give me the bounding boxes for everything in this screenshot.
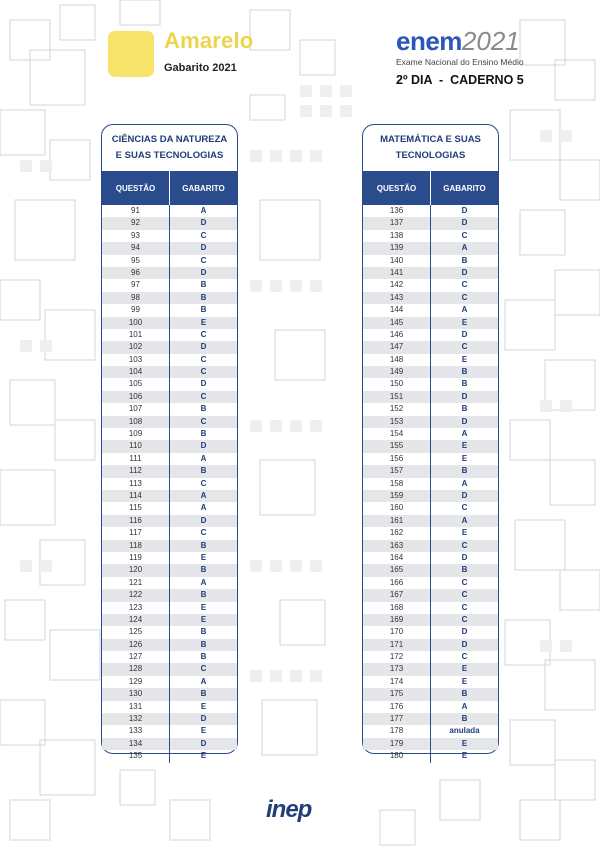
question-number: 117	[102, 527, 170, 539]
table-row	[363, 614, 498, 626]
answer-value: C	[461, 280, 468, 290]
table-row	[363, 391, 498, 403]
table-row	[363, 602, 498, 614]
question-number: 150	[363, 378, 431, 390]
question-number: 108	[102, 416, 170, 428]
question-number: 134	[102, 738, 170, 750]
question-number: 99	[102, 304, 170, 316]
answer-value: C	[200, 230, 207, 240]
table-row	[102, 676, 237, 688]
table-row	[102, 317, 237, 329]
answer-value: B	[461, 689, 468, 699]
question-number: 106	[102, 391, 170, 403]
question-number: 161	[363, 515, 431, 527]
table-row	[102, 639, 237, 651]
table-title: MATEMÁTICA E SUAS TECNOLOGIAS	[380, 134, 481, 161]
answer-value: C	[461, 503, 468, 513]
answer-table-matematica	[362, 124, 499, 761]
table-row	[363, 416, 498, 428]
table-row	[102, 688, 237, 700]
answer-value: C	[200, 528, 207, 538]
answer-value: E	[200, 552, 207, 562]
answer-value: B	[200, 689, 207, 699]
answer-value: D	[200, 441, 207, 451]
question-number: 164	[363, 552, 431, 564]
answer-value: C	[200, 478, 207, 488]
question-number: 146	[363, 329, 431, 341]
table-row	[102, 577, 237, 589]
table-row	[363, 540, 498, 552]
question-number: 154	[363, 428, 431, 440]
question-number: 103	[102, 354, 170, 366]
question-number: 98	[102, 292, 170, 304]
question-number: 133	[102, 725, 170, 737]
table-row	[102, 366, 237, 378]
table-row	[102, 465, 237, 477]
table-row	[363, 527, 498, 539]
question-number: 104	[102, 366, 170, 378]
answer-value: anulada	[449, 726, 480, 736]
question-number: 111	[102, 453, 170, 465]
question-number: 140	[363, 255, 431, 267]
answer-value: B	[200, 280, 207, 290]
logo-year-text: 2021	[461, 26, 520, 56]
answer-value: A	[200, 577, 207, 587]
question-number: 162	[363, 527, 431, 539]
question-number: 172	[363, 651, 431, 663]
question-number: 167	[363, 589, 431, 601]
answer-value: E	[461, 751, 468, 761]
table-row	[102, 713, 237, 725]
table-row	[102, 540, 237, 552]
question-number: 139	[363, 242, 431, 254]
table-header	[363, 171, 498, 205]
answer-value: C	[461, 590, 468, 600]
answer-value: C	[461, 602, 468, 612]
question-number: 100	[102, 317, 170, 329]
booklet-color-title: Amarelo	[164, 28, 254, 53]
question-number: 138	[363, 230, 431, 242]
table-row	[363, 242, 498, 254]
question-number: 112	[102, 465, 170, 477]
question-number: 121	[102, 577, 170, 589]
table-row	[363, 465, 498, 477]
day-booklet-label: 2º DIA - CADERNO 5	[396, 73, 524, 87]
question-number: 126	[102, 639, 170, 651]
question-number: 165	[363, 564, 431, 576]
answer-value: C	[461, 614, 468, 624]
table-row	[363, 205, 498, 217]
answer-value: E	[461, 441, 468, 451]
answer-value: A	[200, 206, 207, 215]
question-number: 131	[102, 701, 170, 713]
question-number: 173	[363, 663, 431, 675]
question-number: 174	[363, 676, 431, 688]
table-row	[363, 713, 498, 725]
answer-value: C	[200, 329, 207, 339]
answer-value: B	[200, 627, 207, 637]
question-number: 113	[102, 478, 170, 490]
question-number: 91	[102, 205, 170, 217]
question-number: 145	[363, 317, 431, 329]
table-row	[102, 255, 237, 267]
table-row	[102, 502, 237, 514]
table-row	[363, 663, 498, 675]
table-row	[102, 478, 237, 490]
answer-value: A	[461, 478, 468, 488]
answer-value: D	[461, 267, 468, 277]
question-number: 157	[363, 465, 431, 477]
table-row	[363, 341, 498, 353]
answer-value: C	[200, 664, 207, 674]
question-number: 120	[102, 564, 170, 576]
column-header-answer: GABARITO	[443, 183, 486, 193]
answer-value: E	[461, 664, 468, 674]
answer-value: B	[200, 305, 207, 315]
table-row	[363, 502, 498, 514]
table-row	[102, 589, 237, 601]
answer-value: E	[200, 317, 207, 327]
table-row	[102, 267, 237, 279]
answer-value: C	[200, 354, 207, 364]
table-header	[102, 171, 237, 205]
question-number: 123	[102, 602, 170, 614]
table-row	[363, 378, 498, 390]
question-number: 155	[363, 440, 431, 452]
question-number: 158	[363, 478, 431, 490]
answer-value: A	[461, 515, 468, 525]
question-number: 148	[363, 354, 431, 366]
answer-value: A	[461, 243, 468, 253]
answer-value: D	[200, 515, 207, 525]
table-row	[363, 217, 498, 229]
table-row	[363, 230, 498, 242]
table-row	[363, 453, 498, 465]
table-row	[363, 279, 498, 291]
color-swatch	[108, 31, 154, 77]
table-row	[363, 255, 498, 267]
answer-value: B	[461, 466, 468, 476]
answer-value: D	[461, 218, 468, 228]
answer-value: D	[200, 218, 207, 228]
answer-value: C	[461, 342, 468, 352]
answer-value: B	[200, 590, 207, 600]
table-row	[102, 205, 237, 217]
answer-value: A	[200, 490, 207, 500]
table-row	[102, 527, 237, 539]
table-body	[102, 205, 237, 763]
answer-value: A	[200, 453, 207, 463]
question-number: 147	[363, 341, 431, 353]
answer-value: B	[461, 255, 468, 265]
table-row	[102, 701, 237, 713]
logo-subtitle: Exame Nacional do Ensino Médio	[396, 57, 524, 67]
answer-value: B	[461, 379, 468, 389]
question-number: 170	[363, 626, 431, 638]
column-header-question: QUESTÃO	[363, 171, 431, 205]
answer-value: B	[200, 652, 207, 662]
answer-value: A	[461, 305, 468, 315]
table-row	[363, 292, 498, 304]
answer-value: B	[200, 404, 207, 414]
question-number: 119	[102, 552, 170, 564]
logo-enem-text: enem	[396, 26, 462, 56]
question-number: 118	[102, 540, 170, 552]
question-number: 107	[102, 403, 170, 415]
table-row	[102, 378, 237, 390]
table-row	[102, 292, 237, 304]
table-row	[102, 391, 237, 403]
question-number: 169	[363, 614, 431, 626]
table-title: CIÊNCIAS DA NATUREZA E SUAS TECNOLOGIAS	[111, 134, 228, 161]
column-header-answer: GABARITO	[182, 183, 225, 193]
answer-value: B	[200, 429, 207, 439]
answer-value: C	[461, 292, 468, 302]
table-row	[363, 403, 498, 415]
answer-value: A	[200, 676, 207, 686]
question-number: 132	[102, 713, 170, 725]
question-number: 110	[102, 440, 170, 452]
question-number: 93	[102, 230, 170, 242]
table-row	[102, 626, 237, 638]
table-row	[102, 230, 237, 242]
answer-value: D	[461, 391, 468, 401]
answer-value: B	[461, 714, 468, 724]
enem-logo	[396, 27, 520, 55]
table-row	[363, 725, 498, 737]
answer-value: C	[461, 652, 468, 662]
answer-value: C	[200, 416, 207, 426]
table-row	[363, 329, 498, 341]
table-row	[363, 626, 498, 638]
answer-value: E	[200, 751, 207, 761]
question-number: 96	[102, 267, 170, 279]
answer-value: D	[461, 552, 468, 562]
question-number: 97	[102, 279, 170, 291]
answer-value: E	[461, 453, 468, 463]
question-number: 114	[102, 490, 170, 502]
table-row	[102, 354, 237, 366]
table-row	[102, 217, 237, 229]
table-row	[363, 440, 498, 452]
answer-value: E	[200, 701, 207, 711]
table-row	[363, 651, 498, 663]
table-row	[363, 490, 498, 502]
table-row	[102, 453, 237, 465]
question-number: 166	[363, 577, 431, 589]
table-row	[102, 428, 237, 440]
question-number: 109	[102, 428, 170, 440]
question-number: 94	[102, 242, 170, 254]
answer-table-ciencias-natureza	[101, 124, 238, 761]
question-number: 151	[363, 391, 431, 403]
question-number: 149	[363, 366, 431, 378]
answer-value: A	[461, 701, 468, 711]
question-number: 129	[102, 676, 170, 688]
question-number: 125	[102, 626, 170, 638]
table-row	[102, 279, 237, 291]
answer-value: D	[200, 243, 207, 253]
question-number: 102	[102, 341, 170, 353]
question-number: 180	[363, 750, 431, 762]
question-number: 128	[102, 663, 170, 675]
table-row	[363, 738, 498, 750]
question-number: 141	[363, 267, 431, 279]
question-number: 122	[102, 589, 170, 601]
answer-value: B	[200, 565, 207, 575]
table-row	[363, 564, 498, 576]
question-number: 153	[363, 416, 431, 428]
table-row	[102, 725, 237, 737]
answer-value: C	[200, 391, 207, 401]
answer-value: E	[461, 528, 468, 538]
table-row	[363, 589, 498, 601]
question-number: 144	[363, 304, 431, 316]
table-row	[102, 416, 237, 428]
table-row	[363, 478, 498, 490]
question-number: 179	[363, 738, 431, 750]
answer-value: D	[200, 342, 207, 352]
answer-value: E	[200, 726, 207, 736]
question-number: 177	[363, 713, 431, 725]
answer-value: B	[200, 540, 207, 550]
table-row	[102, 663, 237, 675]
table-row	[363, 354, 498, 366]
answer-value: E	[200, 602, 207, 612]
question-number: 135	[102, 750, 170, 762]
question-number: 178	[363, 725, 431, 737]
column-header-question: QUESTÃO	[102, 171, 170, 205]
question-number: 168	[363, 602, 431, 614]
table-row	[363, 515, 498, 527]
answer-value: C	[461, 577, 468, 587]
answer-key-year: Gabarito 2021	[164, 62, 237, 74]
answer-value: D	[461, 206, 468, 215]
table-row	[102, 341, 237, 353]
inep-logo: inep	[266, 796, 312, 823]
table-row	[363, 750, 498, 762]
answer-value: B	[200, 639, 207, 649]
table-row	[363, 304, 498, 316]
table-row	[102, 242, 237, 254]
answer-value: D	[461, 490, 468, 500]
question-number: 127	[102, 651, 170, 663]
table-row	[102, 738, 237, 750]
question-number: 124	[102, 614, 170, 626]
answer-value: E	[461, 738, 468, 748]
answer-value: A	[461, 429, 468, 439]
answer-value: C	[461, 540, 468, 550]
table-row	[363, 577, 498, 589]
question-number: 143	[363, 292, 431, 304]
table-row	[102, 614, 237, 626]
question-number: 176	[363, 701, 431, 713]
answer-value: B	[461, 565, 468, 575]
answer-value: D	[200, 714, 207, 724]
table-row	[363, 701, 498, 713]
table-row	[102, 602, 237, 614]
answer-value: D	[461, 639, 468, 649]
table-row	[102, 440, 237, 452]
table-row	[363, 676, 498, 688]
answer-value: E	[461, 354, 468, 364]
question-number: 115	[102, 502, 170, 514]
question-number: 95	[102, 255, 170, 267]
question-number: 156	[363, 453, 431, 465]
answer-value: B	[200, 466, 207, 476]
table-row	[363, 267, 498, 279]
question-number: 92	[102, 217, 170, 229]
table-row	[102, 651, 237, 663]
question-number: 160	[363, 502, 431, 514]
table-row	[102, 564, 237, 576]
answer-value: A	[200, 503, 207, 513]
question-number: 152	[363, 403, 431, 415]
table-row	[102, 552, 237, 564]
answer-value: D	[461, 416, 468, 426]
question-number: 175	[363, 688, 431, 700]
answer-value: C	[200, 255, 207, 265]
answer-value: C	[200, 367, 207, 377]
question-number: 136	[363, 205, 431, 217]
table-row	[363, 688, 498, 700]
answer-value: D	[461, 329, 468, 339]
question-number: 159	[363, 490, 431, 502]
table-row	[102, 750, 237, 762]
answer-value: D	[461, 627, 468, 637]
table-row	[102, 329, 237, 341]
question-number: 116	[102, 515, 170, 527]
question-number: 137	[363, 217, 431, 229]
question-number: 142	[363, 279, 431, 291]
answer-value: E	[461, 317, 468, 327]
answer-value: B	[200, 292, 207, 302]
question-number: 105	[102, 378, 170, 390]
table-row	[102, 403, 237, 415]
answer-value: C	[461, 230, 468, 240]
table-row	[102, 515, 237, 527]
table-body	[363, 205, 498, 763]
answer-value: E	[200, 614, 207, 624]
table-row	[363, 428, 498, 440]
answer-value: B	[461, 367, 468, 377]
table-row	[363, 366, 498, 378]
answer-value: D	[200, 267, 207, 277]
answer-value: D	[200, 379, 207, 389]
table-row	[363, 317, 498, 329]
table-row	[102, 490, 237, 502]
question-number: 163	[363, 540, 431, 552]
answer-value: B	[461, 404, 468, 414]
table-row	[102, 304, 237, 316]
question-number: 130	[102, 688, 170, 700]
table-row	[363, 639, 498, 651]
question-number: 101	[102, 329, 170, 341]
table-row	[363, 552, 498, 564]
question-number: 171	[363, 639, 431, 651]
answer-value: D	[200, 738, 207, 748]
answer-value: E	[461, 676, 468, 686]
